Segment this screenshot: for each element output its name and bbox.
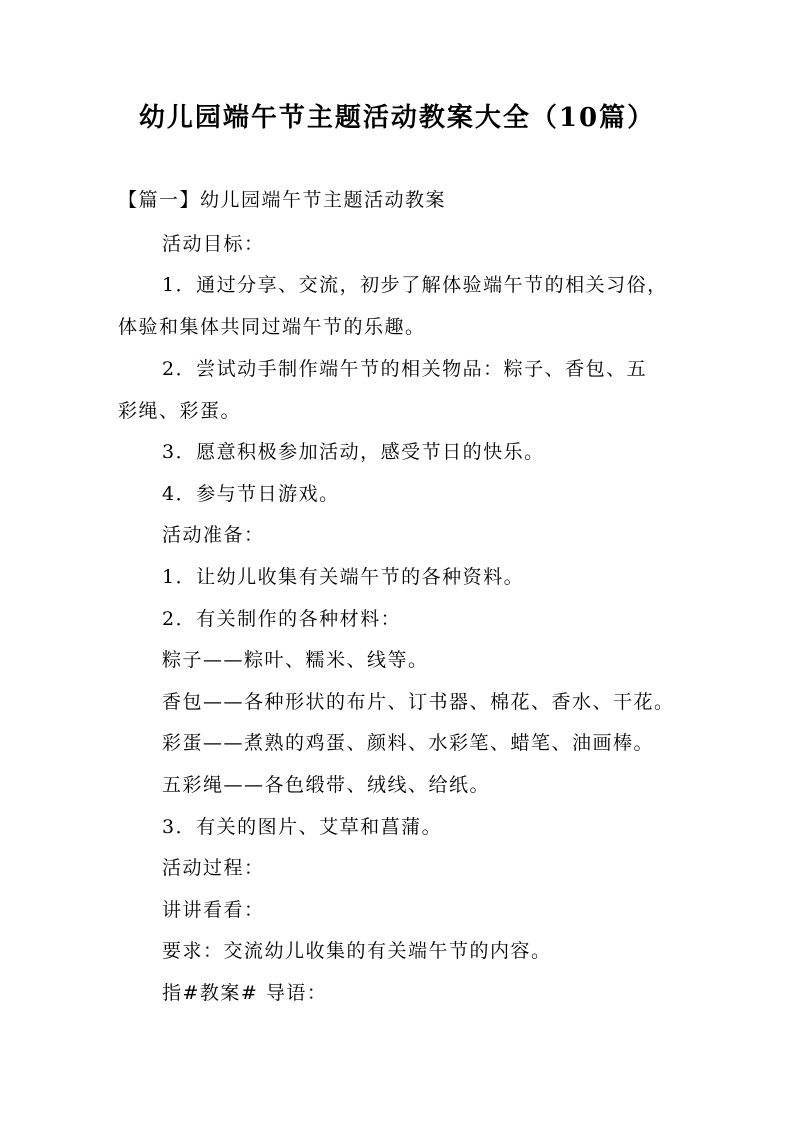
paragraph-line: 1．让幼儿收集有关端午节的各种资料。 [162,566,525,588]
paragraph-line: 彩绳、彩蛋。 [118,400,242,422]
paragraph-line: 2．有关制作的各种材料： [162,608,402,630]
paragraph-line: 要求：交流幼儿收集的有关端午节的内容。 [162,940,552,962]
paragraph-line: 彩蛋——煮熟的鸡蛋、颜料、水彩笔、蜡笔、油画棒。 [162,732,655,754]
paragraph-line: 3．有关的图片、艾草和菖蒲。 [162,816,443,838]
paragraph-line: 活动准备： [162,524,265,546]
paragraph-line: 讲讲看看： [162,899,265,921]
paragraph-line: 五彩绳——各色缎带、绒线、给纸。 [162,774,491,796]
paragraph-line: 活动过程： [162,857,265,879]
document-title: 幼儿园端午节主题活动教案大全（10篇） [138,103,656,133]
paragraph-line: 3．愿意积极参加活动，感受节日的快乐。 [162,441,545,463]
paragraph-line: 体验和集体共同过端午节的乐趣。 [118,316,426,338]
paragraph-line: 香包——各种形状的布片、订书器、棉花、香水、干花。 [162,691,675,713]
paragraph-line: 2．尝试动手制作端午节的相关物品：粽子、香包、五 [162,358,648,380]
section-heading: 【篇一】幼儿园端午节主题活动教案 [118,189,447,211]
paragraph-line: 1．通过分享、交流，初步了解体验端午节的相关习俗， [162,274,668,296]
paragraph-line: 粽子——粽叶、糯米、线等。 [162,649,429,671]
paragraph-line: 4．参与节日游戏。 [162,483,340,505]
paragraph-line: 活动目标： [162,233,265,255]
paragraph-line: 指#教案# 导语： [162,982,328,1004]
